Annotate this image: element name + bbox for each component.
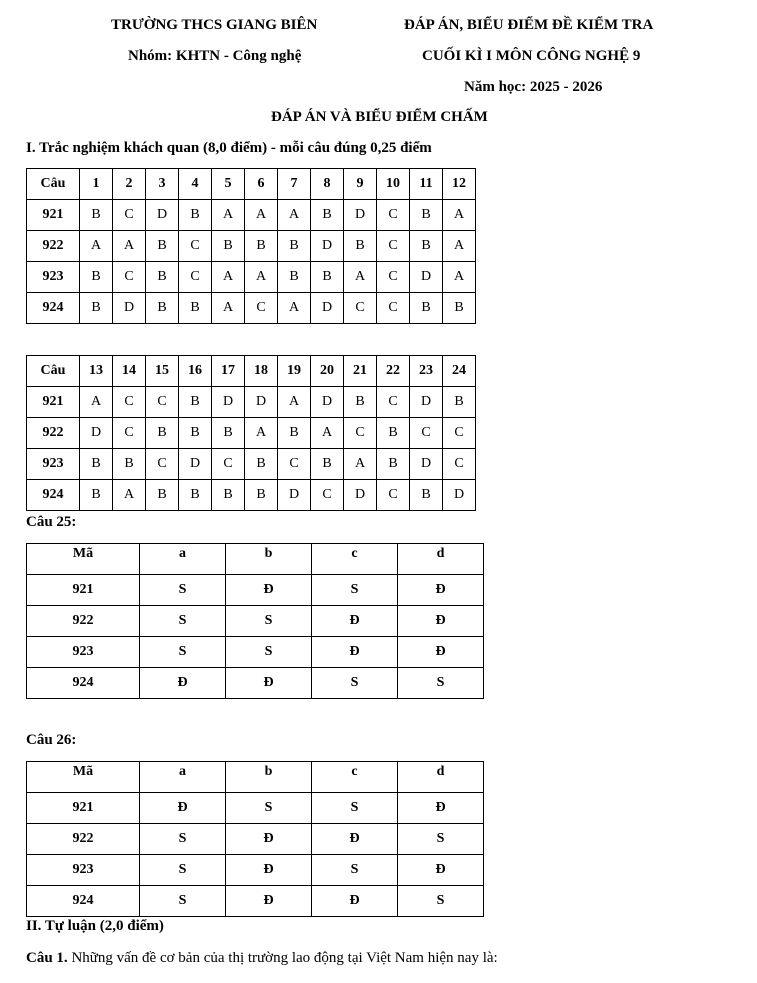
answer-cell: D — [344, 200, 377, 231]
true-false-cell: Đ — [312, 606, 398, 637]
answer-cell: B — [245, 231, 278, 262]
section1-heading: I. Trắc nghiệm khách quan (8,0 điểm) - mỗi câu đúng 0,25 điểm — [26, 140, 432, 156]
true-false-cell: S — [312, 855, 398, 886]
answer-cell: D — [410, 387, 443, 418]
header-cell: d — [398, 544, 484, 575]
header-cell-question: 23 — [410, 356, 443, 387]
answer-cell: B — [146, 262, 179, 293]
answer-cell: A — [212, 262, 245, 293]
true-false-cell: Đ — [398, 855, 484, 886]
header-cell-question: 4 — [179, 169, 212, 200]
answer-cell: B — [377, 418, 410, 449]
answer-cell: C — [377, 200, 410, 231]
answer-cell: A — [443, 262, 476, 293]
main-title: ĐÁP ÁN VÀ BIỂU ĐIỂM CHẤM — [271, 109, 488, 125]
answer-cell: C — [377, 480, 410, 511]
true-false-cell: Đ — [140, 793, 226, 824]
school-year: Năm học: 2025 - 2026 — [464, 79, 603, 95]
true-false-cell: Đ — [226, 855, 312, 886]
answer-cell: C — [113, 262, 146, 293]
answer-cell: A — [245, 200, 278, 231]
header-cell-question: 13 — [80, 356, 113, 387]
table-row — [27, 418, 476, 449]
answer-cell: B — [344, 231, 377, 262]
q26-table — [26, 761, 484, 917]
answer-cell: C — [377, 293, 410, 324]
answer-cell: B — [80, 262, 113, 293]
true-false-cell: Đ — [226, 575, 312, 606]
true-false-cell: Đ — [140, 668, 226, 699]
q25-label: Câu 25: — [26, 514, 77, 530]
answer-cell: A — [245, 262, 278, 293]
table-row — [27, 200, 476, 231]
answer-cell: D — [179, 449, 212, 480]
header-cell-question: 8 — [311, 169, 344, 200]
answer-cell: B — [278, 418, 311, 449]
header-cell: c — [312, 544, 398, 575]
header-cell-question: 17 — [212, 356, 245, 387]
answer-cell: D — [113, 293, 146, 324]
group-name: Nhóm: KHTN - Công nghệ — [128, 48, 302, 64]
header-cell-question: 12 — [443, 169, 476, 200]
header-cell-question: 11 — [410, 169, 443, 200]
header-cell: b — [226, 762, 312, 793]
exam-code-cell: 921 — [27, 387, 80, 418]
answer-cell: B — [179, 293, 212, 324]
true-false-cell: Đ — [398, 637, 484, 668]
true-false-cell: Đ — [312, 637, 398, 668]
answer-cell: B — [278, 262, 311, 293]
answer-cell: B — [113, 449, 146, 480]
table-row — [27, 449, 476, 480]
exam-subtitle: CUỐI KÌ I MÔN CÔNG NGHỆ 9 — [422, 48, 641, 64]
header-cell-question: 9 — [344, 169, 377, 200]
header-cell-question: 20 — [311, 356, 344, 387]
answer-cell: C — [146, 387, 179, 418]
header-cell: b — [226, 544, 312, 575]
table-row — [27, 262, 476, 293]
q1-text: Những vấn đề cơ bản của thị trường lao động tại Việt Nam hiện nay là: — [67, 950, 498, 966]
answer-cell: B — [245, 449, 278, 480]
answer-cell: A — [212, 200, 245, 231]
answer-cell: C — [146, 449, 179, 480]
answer-cell: B — [146, 480, 179, 511]
header-cell-question: 5 — [212, 169, 245, 200]
header-cell: c — [312, 762, 398, 793]
header-cell: a — [140, 762, 226, 793]
exam-code-cell: 921 — [27, 575, 140, 606]
header-cell-question: 3 — [146, 169, 179, 200]
true-false-cell: S — [398, 824, 484, 855]
true-false-cell: S — [226, 793, 312, 824]
answer-cell: B — [245, 480, 278, 511]
true-false-cell: S — [398, 668, 484, 699]
header-cell-label: Câu — [27, 169, 80, 200]
answer-cell: B — [179, 418, 212, 449]
answer-cell: B — [179, 480, 212, 511]
header-cell: Mã — [27, 544, 140, 575]
exam-code-cell: 922 — [27, 606, 140, 637]
q26-label: Câu 26: — [26, 732, 77, 748]
answer-cell: A — [278, 200, 311, 231]
answer-cell: C — [311, 480, 344, 511]
answer-cell: B — [212, 480, 245, 511]
true-false-cell: S — [312, 793, 398, 824]
exam-code-cell: 924 — [27, 293, 80, 324]
answer-cell: A — [278, 387, 311, 418]
answer-cell: A — [344, 262, 377, 293]
answer-cell: C — [344, 418, 377, 449]
answer-cell: C — [410, 418, 443, 449]
true-false-cell: S — [398, 886, 484, 917]
exam-code-cell: 922 — [27, 418, 80, 449]
header-cell-question: 6 — [245, 169, 278, 200]
answer-cell: D — [311, 293, 344, 324]
answer-cell: B — [311, 449, 344, 480]
answer-cell: D — [278, 480, 311, 511]
school-name: TRƯỜNG THCS GIANG BIÊN — [111, 17, 318, 33]
table-header-row — [27, 762, 484, 793]
header-cell-question: 14 — [113, 356, 146, 387]
answer-cell: C — [443, 449, 476, 480]
answer-cell: A — [278, 293, 311, 324]
header-cell-question: 21 — [344, 356, 377, 387]
answer-cell: B — [311, 200, 344, 231]
exam-code-cell: 921 — [27, 793, 140, 824]
answer-cell: D — [245, 387, 278, 418]
exam-code-cell: 924 — [27, 668, 140, 699]
answer-cell: C — [278, 449, 311, 480]
true-false-cell: Đ — [226, 668, 312, 699]
answer-cell: C — [113, 200, 146, 231]
table-header-row — [27, 356, 476, 387]
answer-table-1-12 — [26, 168, 476, 324]
answer-cell: C — [113, 387, 146, 418]
true-false-cell: Đ — [398, 793, 484, 824]
exam-code-cell: 923 — [27, 855, 140, 886]
answer-cell: D — [443, 480, 476, 511]
exam-code-cell: 922 — [27, 824, 140, 855]
exam-code-cell: 923 — [27, 637, 140, 668]
header-cell: d — [398, 762, 484, 793]
table-header-row — [27, 544, 484, 575]
answer-cell: C — [344, 293, 377, 324]
answer-cell: A — [212, 293, 245, 324]
table-header-row — [27, 169, 476, 200]
answer-cell: A — [443, 200, 476, 231]
true-false-cell: S — [140, 637, 226, 668]
true-false-cell: S — [140, 606, 226, 637]
answer-cell: D — [311, 231, 344, 262]
answer-cell: A — [311, 418, 344, 449]
answer-cell: C — [377, 387, 410, 418]
table-row — [27, 793, 484, 824]
answer-cell: B — [212, 231, 245, 262]
answer-table-13-24 — [26, 355, 476, 511]
answer-cell: B — [344, 387, 377, 418]
header-cell-question: 10 — [377, 169, 410, 200]
true-false-cell: Đ — [226, 824, 312, 855]
header-cell-question: 24 — [443, 356, 476, 387]
true-false-cell: S — [312, 575, 398, 606]
true-false-cell: Đ — [312, 824, 398, 855]
section2-heading: II. Tự luận (2,0 điểm) — [26, 918, 164, 934]
answer-cell: B — [443, 293, 476, 324]
answer-cell: B — [80, 293, 113, 324]
true-false-cell: Đ — [226, 886, 312, 917]
answer-cell: B — [278, 231, 311, 262]
answer-cell: B — [80, 449, 113, 480]
header-cell-question: 22 — [377, 356, 410, 387]
header-cell-question: 7 — [278, 169, 311, 200]
answer-cell: B — [179, 387, 212, 418]
q1-label: Câu 1. — [26, 950, 68, 966]
answer-cell: B — [80, 480, 113, 511]
true-false-cell: S — [312, 668, 398, 699]
answer-cell: C — [245, 293, 278, 324]
table-row — [27, 606, 484, 637]
q25-table — [26, 543, 484, 699]
exam-title: ĐÁP ÁN, BIỂU ĐIỂM ĐỀ KIỂM TRA — [404, 17, 654, 33]
answer-cell: B — [146, 418, 179, 449]
true-false-cell: Đ — [312, 886, 398, 917]
header-cell-question: 19 — [278, 356, 311, 387]
header-cell-question: 15 — [146, 356, 179, 387]
answer-cell: D — [146, 200, 179, 231]
header-cell: a — [140, 544, 226, 575]
answer-cell: B — [146, 231, 179, 262]
true-false-cell: S — [140, 855, 226, 886]
answer-cell: C — [113, 418, 146, 449]
answer-cell: D — [410, 262, 443, 293]
true-false-cell: S — [226, 606, 312, 637]
answer-cell: D — [344, 480, 377, 511]
exam-code-cell: 923 — [27, 262, 80, 293]
exam-code-cell: 924 — [27, 480, 80, 511]
true-false-cell: S — [226, 637, 312, 668]
exam-code-cell: 921 — [27, 200, 80, 231]
answer-cell: D — [80, 418, 113, 449]
table-row — [27, 480, 476, 511]
answer-cell: C — [377, 262, 410, 293]
essay-question-1 — [26, 950, 498, 967]
header-cell-question: 18 — [245, 356, 278, 387]
answer-cell: A — [113, 231, 146, 262]
answer-cell: B — [311, 262, 344, 293]
table-row — [27, 886, 484, 917]
answer-cell: C — [443, 418, 476, 449]
header-cell: Mã — [27, 762, 140, 793]
answer-cell: A — [113, 480, 146, 511]
exam-code-cell: 923 — [27, 449, 80, 480]
answer-cell: A — [344, 449, 377, 480]
answer-cell: D — [410, 449, 443, 480]
answer-cell: A — [80, 231, 113, 262]
answer-cell: B — [146, 293, 179, 324]
table-row — [27, 575, 484, 606]
table-row — [27, 824, 484, 855]
answer-cell: B — [410, 200, 443, 231]
answer-cell: B — [377, 449, 410, 480]
answer-cell: A — [80, 387, 113, 418]
header-cell-label: Câu — [27, 356, 80, 387]
answer-cell: B — [212, 418, 245, 449]
answer-cell: B — [179, 200, 212, 231]
header-cell-question: 2 — [113, 169, 146, 200]
answer-cell: D — [311, 387, 344, 418]
answer-cell: B — [410, 480, 443, 511]
true-false-cell: Đ — [398, 575, 484, 606]
true-false-cell: S — [140, 886, 226, 917]
true-false-cell: Đ — [398, 606, 484, 637]
answer-cell: B — [80, 200, 113, 231]
exam-code-cell: 924 — [27, 886, 140, 917]
answer-cell: C — [212, 449, 245, 480]
answer-cell: A — [443, 231, 476, 262]
table-row — [27, 668, 484, 699]
true-false-cell: S — [140, 575, 226, 606]
answer-cell: D — [212, 387, 245, 418]
table-row — [27, 293, 476, 324]
exam-code-cell: 922 — [27, 231, 80, 262]
answer-cell: C — [377, 231, 410, 262]
answer-cell: C — [179, 231, 212, 262]
answer-cell: B — [410, 293, 443, 324]
answer-cell: A — [245, 418, 278, 449]
table-row — [27, 231, 476, 262]
table-row — [27, 855, 484, 886]
table-row — [27, 387, 476, 418]
header-cell-question: 1 — [80, 169, 113, 200]
header-cell-question: 16 — [179, 356, 212, 387]
answer-cell: B — [410, 231, 443, 262]
answer-cell: C — [179, 262, 212, 293]
true-false-cell: S — [140, 824, 226, 855]
table-row — [27, 637, 484, 668]
answer-cell: B — [443, 387, 476, 418]
